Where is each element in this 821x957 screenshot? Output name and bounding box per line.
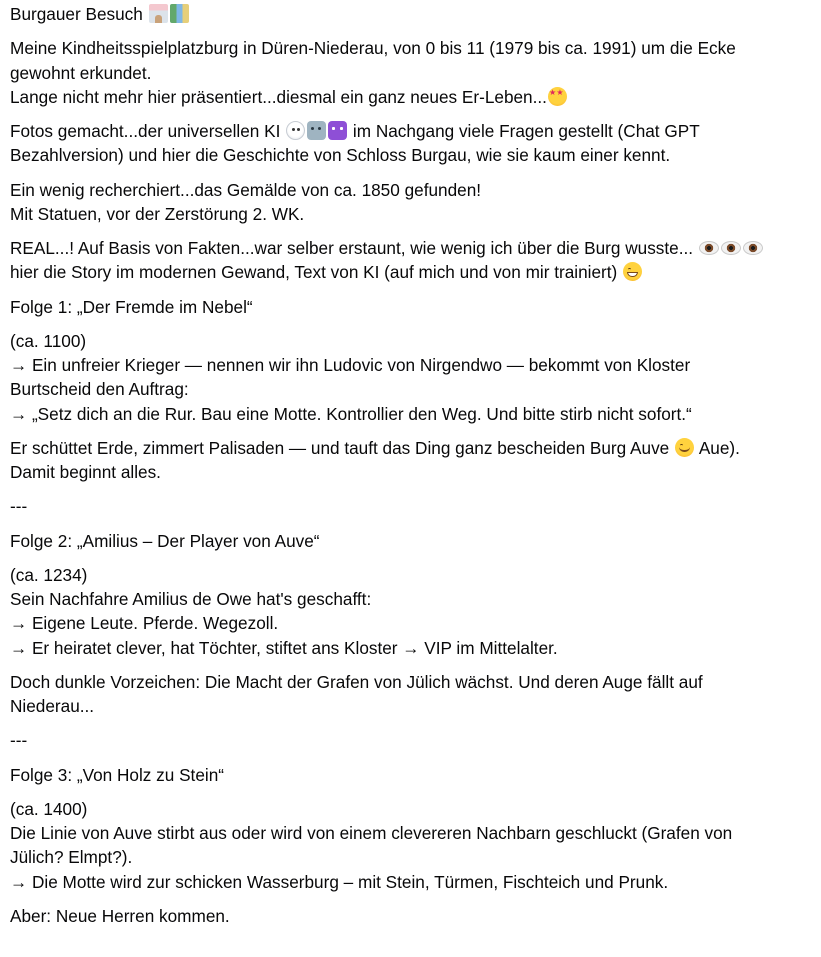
separator-paragraph: [10, 728, 809, 752]
episode-line: → Ein unfreier Krieger — nennen wir ihn Ludovic von Nirgendwo — bekommt von Kloster: [10, 355, 691, 375]
episode-date: (ca. 1400): [10, 798, 88, 819]
eye-icon: [721, 241, 741, 255]
episode-line: Jülich? Elmpt?).: [10, 847, 133, 868]
episode-date: (ca. 1100): [10, 330, 87, 351]
castle-icon: [149, 4, 168, 23]
intro-line: Lange nicht mehr hier präsentiert...diesmal ein ganz neues Er-Leben...: [10, 86, 547, 107]
episode-line: Er schüttet Erde, zimmert Palisaden — und tauft das Ding ganz bescheiden Burg Auve: [10, 437, 670, 458]
post-title-paragraph: [10, 2, 809, 26]
episode3-title-paragraph: [10, 763, 809, 787]
ki-paragraph: [10, 119, 809, 168]
episode-line: Doch dunkle Vorzeichen: Die Macht der Grafen von Jülich wächst. Und deren Auge fällt auf: [10, 671, 703, 692]
episode-line: Die Linie von Auve stirbt aus oder wird von einem clevereren Nachbarn geschluckt (Grafen von: [10, 823, 733, 843]
research-paragraph: [10, 178, 809, 227]
separator-paragraph: [10, 494, 809, 518]
intro-line: Meine Kindheitsspielplatzburg in Düren-Niederau, von 0 bis 11 (1979 bis ca. 1991) um die Ecke: [10, 38, 736, 59]
map-icon: [170, 4, 189, 23]
separator: ---: [10, 730, 28, 751]
ghost-icon: [286, 121, 305, 140]
episode3-paragraph-2: [10, 904, 809, 928]
intro-paragraph: [10, 36, 809, 109]
episode-title: Folge 3: „Von Holz zu Stein“: [10, 764, 224, 785]
post-title: Burgauer Besuch: [10, 4, 143, 24]
real-line: hier die Story im modernen Gewand, Text von KI (auf mich und von mir trainiert): [10, 262, 618, 283]
real-line: REAL...! Auf Basis von Fakten...war selber erstaunt, wie wenig ich über die Burg wusste...: [10, 238, 694, 258]
episode3-paragraph: [10, 797, 809, 895]
intro-line: gewohnt erkundet.: [10, 62, 152, 83]
ki-line: im Nachgang viele Fragen gestellt (Chat GPT: [352, 121, 700, 141]
ki-line: Bezahlversion) und hier die Geschichte von Schloss Burgau, wie sie kaum einer kennt.: [10, 145, 671, 166]
episode-line: → „Setz dich an die Rur. Bau eine Motte. Kontrollier den Weg. Und bitte stirb nicht sofort.“: [10, 403, 692, 424]
episode1-title-paragraph: [10, 295, 809, 319]
episode-date: (ca. 1234): [10, 564, 88, 585]
episode-line: Damit beginnt alles.: [10, 462, 161, 483]
episode-line: → Er heiratet clever, hat Töchter, stiftet ans Kloster → VIP im Mittelalter.: [10, 637, 558, 658]
episode-line: → Die Motte wird zur schicken Wasserburg – mit Stein, Türmen, Fischteich und Prunk.: [10, 871, 669, 892]
separator: ---: [10, 496, 28, 517]
ki-line: Fotos gemacht...der universellen KI: [10, 121, 281, 141]
grinning-face-icon: [623, 262, 642, 281]
robot-icon: [307, 121, 326, 140]
smiling-face-icon: [675, 438, 694, 457]
episode-line: Aber: Neue Herren kommen.: [10, 905, 230, 926]
research-line: Ein wenig recherchiert...das Gemälde von ca. 1850 gefunden!: [10, 179, 482, 200]
episode-line: Burtscheid den Auftrag:: [10, 379, 189, 400]
research-line: Mit Statuen, vor der Zerstörung 2. WK.: [10, 203, 305, 224]
episode2-title-paragraph: [10, 529, 809, 553]
episode-title: Folge 2: „Amilius – Der Player von Auve“: [10, 530, 320, 551]
star-struck-icon: [548, 87, 567, 106]
real-paragraph: [10, 236, 809, 285]
episode2-paragraph: [10, 563, 809, 661]
episode1-paragraph: [10, 329, 809, 427]
eye-icon: [699, 241, 719, 255]
episode-line: Niederau...: [10, 696, 95, 717]
episode1-paragraph-2: [10, 436, 809, 485]
episode-line: Sein Nachfahre Amilius de Owe hat's geschafft:: [10, 589, 372, 609]
episode-line: → Eigene Leute. Pferde. Wegezoll.: [10, 613, 279, 634]
episode2-paragraph-2: [10, 670, 809, 719]
episode-line: Aue).: [698, 437, 740, 458]
alien-monster-icon: [328, 121, 347, 140]
episode-title: Folge 1: „Der Fremde im Nebel“: [10, 296, 253, 317]
eye-icon: [743, 241, 763, 255]
